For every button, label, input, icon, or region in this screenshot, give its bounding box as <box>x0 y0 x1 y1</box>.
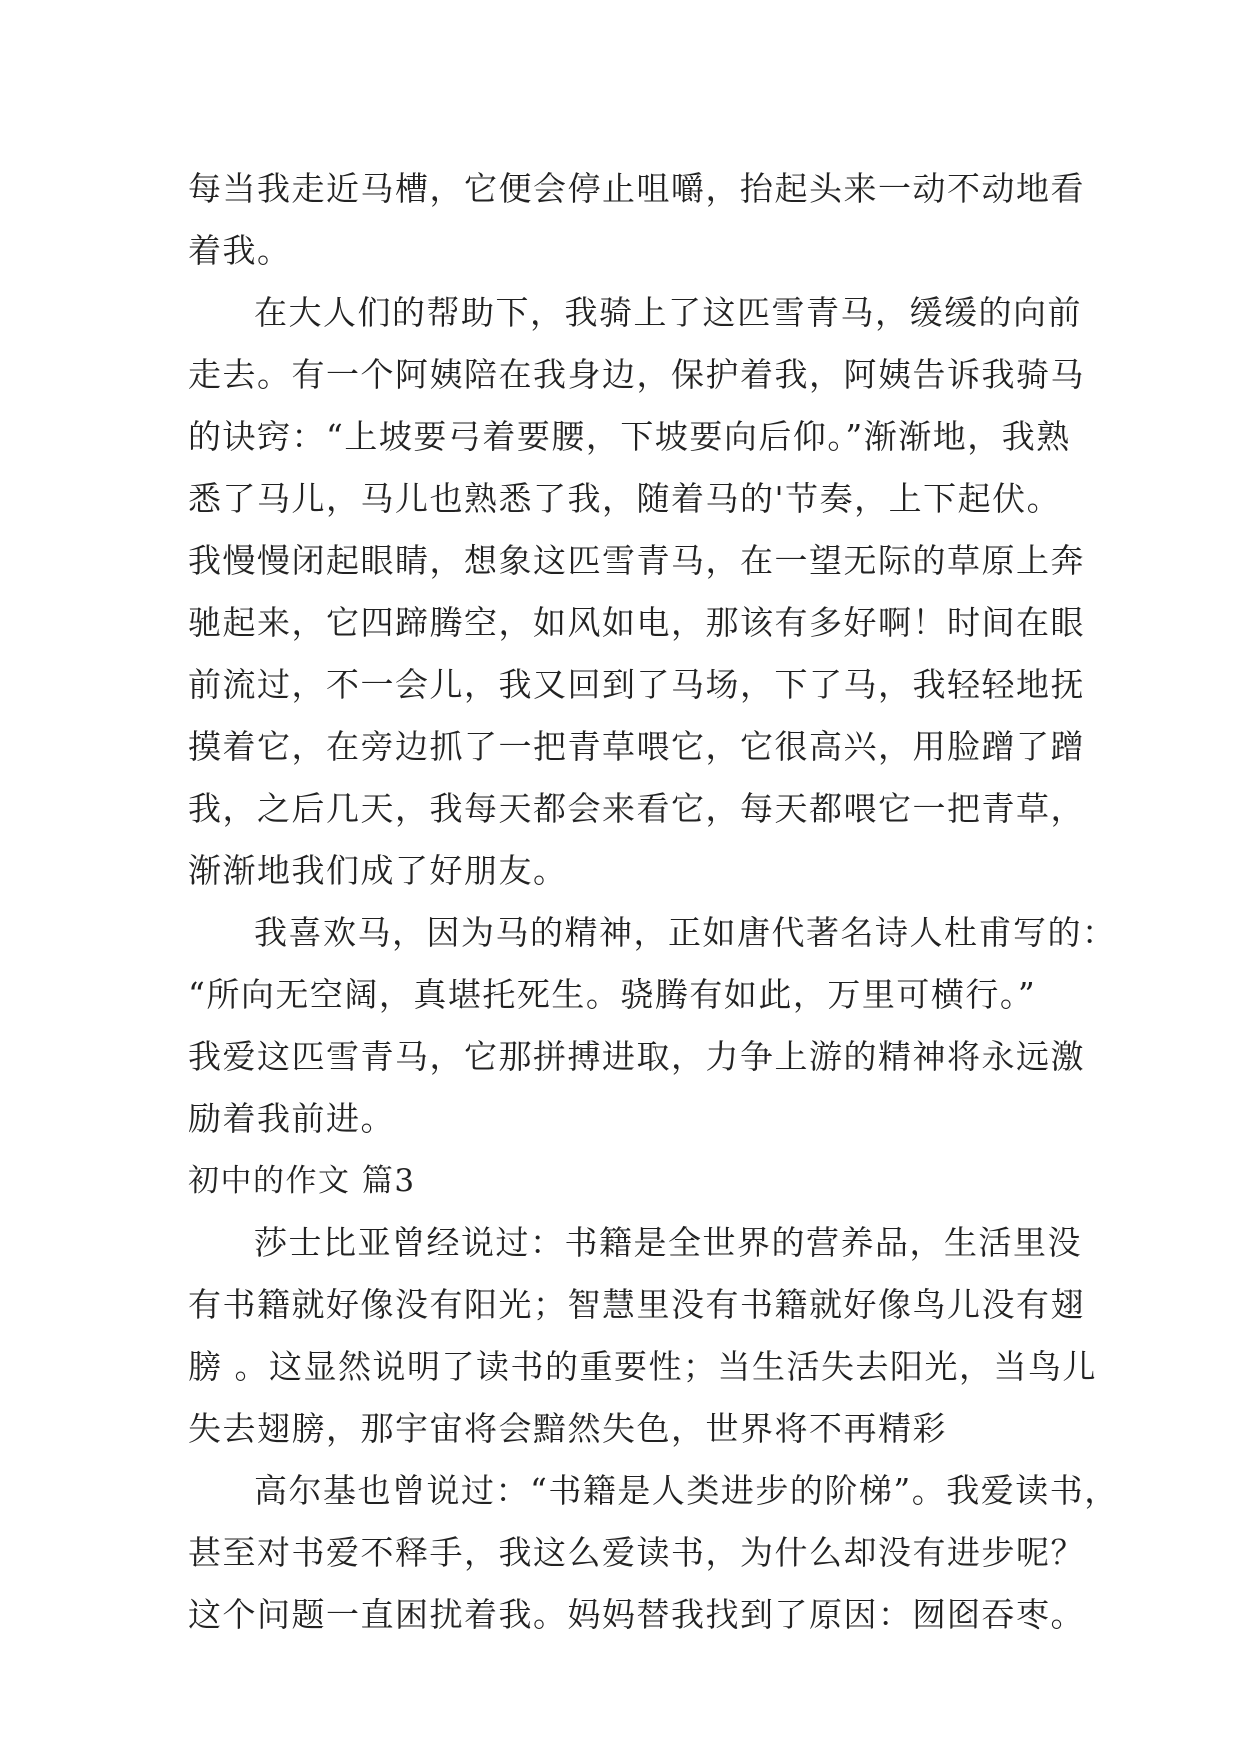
text-line: 失去翅膀，那宇宙将会黯然失色，世界将不再精彩 <box>188 1409 947 1448</box>
text-line: 膀 。这显然说明了读书的重要性；当生活失去阳光，当鸟儿 <box>188 1347 1097 1386</box>
paragraph-first-line: 高尔基也曾说过：“书籍是人类进步的阶梯”。我爱读书， <box>254 1471 1119 1510</box>
text-line: 我爱这匹雪青马，它那拼搏进取，力争上游的精神将永远激 <box>188 1037 1085 1076</box>
text-line: 前流过，不一会儿，我又回到了马场，下了马，我轻轻地抚 <box>188 665 1085 704</box>
text-line: 着我。 <box>188 231 292 270</box>
essay-body <box>188 158 1119 1646</box>
paragraph-first-line: 莎士比亚曾经说过：书籍是全世界的营养品，生活里没 <box>254 1223 1082 1262</box>
text-line: 走去。有一个阿姨陪在我身边，保护着我，阿姨告诉我骑马 <box>188 355 1085 394</box>
text-line: 渐渐地我们成了好朋友。 <box>188 851 568 890</box>
text-line: 每当我走近马槽，它便会停止咀嚼，抬起头来一动不动地看 <box>188 169 1085 208</box>
text-line: 悉了马儿，马儿也熟悉了我，随着马的'节奏，上下起伏。 <box>188 479 1062 518</box>
text-line: 励着我前进。 <box>188 1099 395 1138</box>
paragraph-first-line: 在大人们的帮助下，我骑上了这匹雪青马，缓缓的向前 <box>254 293 1082 332</box>
text-line: 驰起来，它四蹄腾空，如风如电，那该有多好啊！时间在眼 <box>188 603 1085 642</box>
text-line: “所向无空阔，真堪托死生。骁腾有如此，万里可横行。” <box>188 975 1037 1014</box>
text-line: 的诀窍：“上坡要弓着要腰，下坡要向后仰。”渐渐地，我熟 <box>188 417 1071 456</box>
text-line: 有书籍就好像没有阳光；智慧里没有书籍就好像鸟儿没有翅 <box>188 1285 1085 1324</box>
text-line: 我，之后几天，我每天都会来看它，每天都喂它一把青草， <box>188 789 1085 828</box>
paragraph-first-line: 我喜欢马，因为马的精神，正如唐代著名诗人杜甫写的： <box>254 913 1117 952</box>
text-line: 摸着它，在旁边抓了一把青草喂它，它很高兴，用脸蹭了蹭 <box>188 727 1085 766</box>
section-heading: 初中的作文 篇3 <box>188 1163 416 1199</box>
text-line: 我慢慢闭起眼睛，想象这匹雪青马，在一望无际的草原上奔 <box>188 541 1085 580</box>
text-line: 甚至对书爱不释手，我这么爱读书，为什么却没有进步呢？ <box>188 1533 1085 1572</box>
text-line: 这个问题一直困扰着我。妈妈替我找到了原因：囫囵吞枣。 <box>188 1595 1085 1634</box>
